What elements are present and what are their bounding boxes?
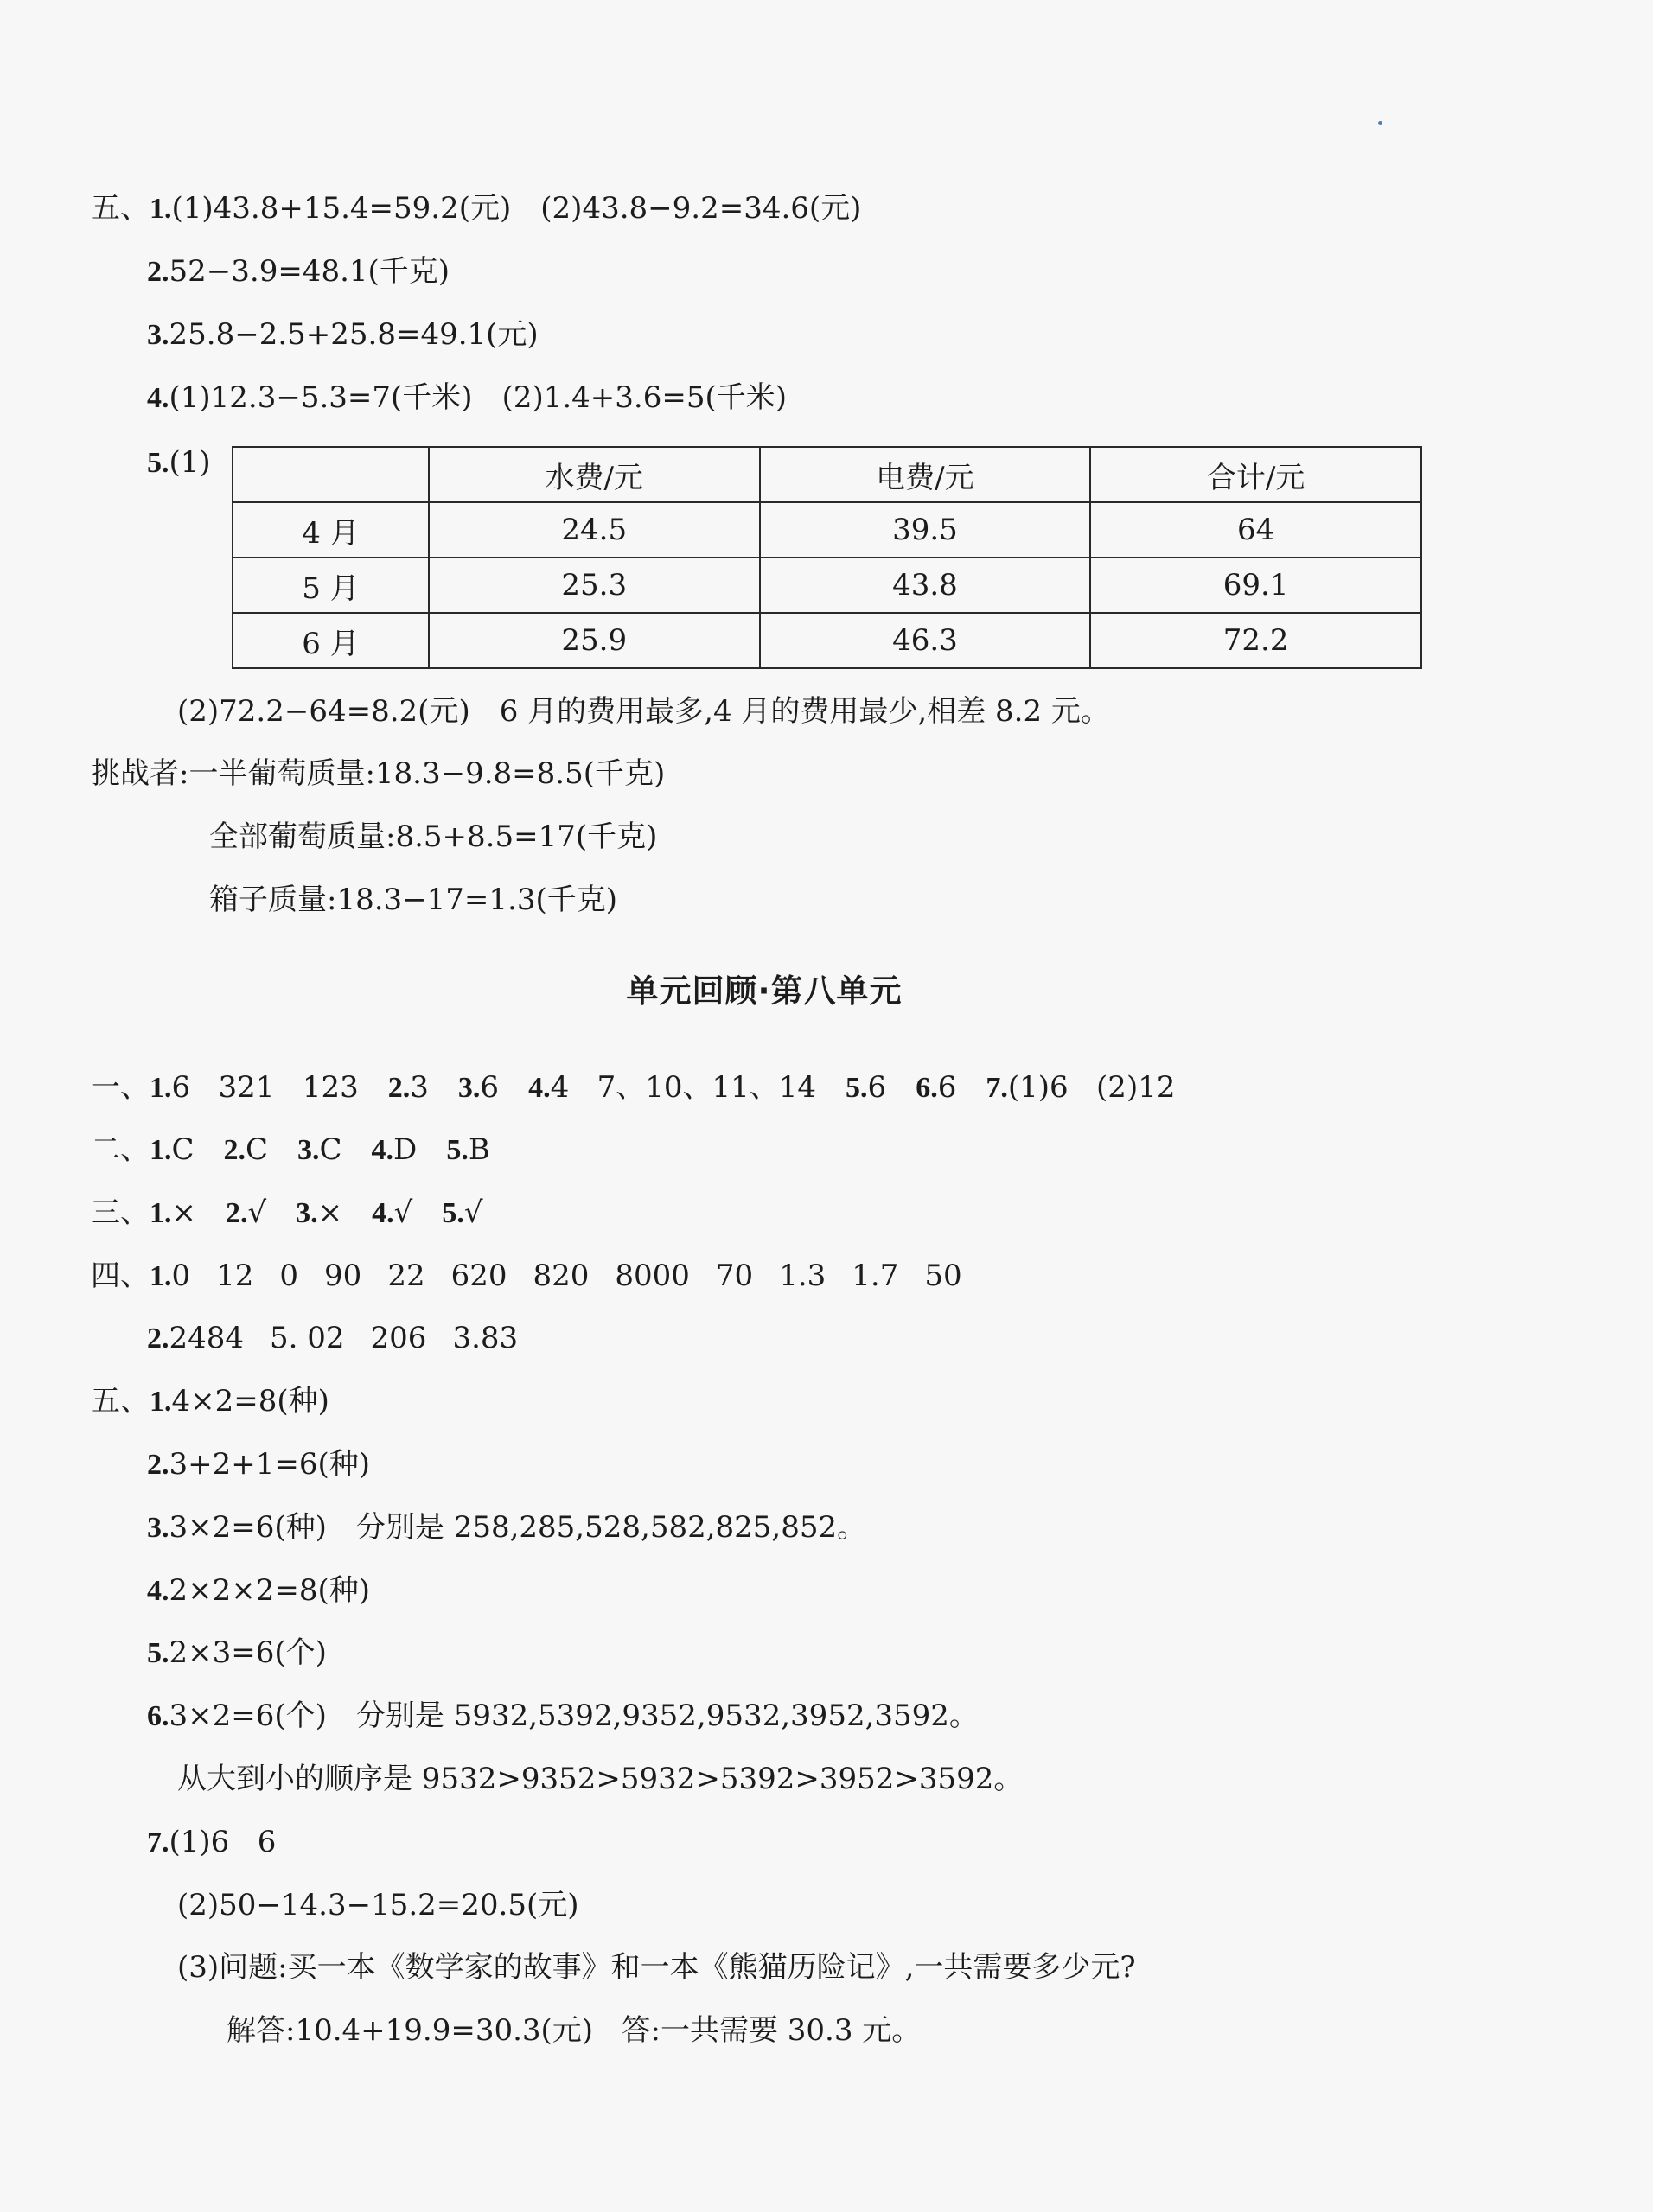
answer-part: 25.8−2.5+25.8=49.1(元) — [169, 317, 539, 352]
sec5-q3-line — [147, 315, 539, 355]
answer-part: 6 321 123 — [171, 1070, 359, 1105]
question-number: 2. — [226, 1197, 248, 1229]
part4-q2-line — [147, 1318, 518, 1359]
answer-part: √ — [247, 1195, 267, 1230]
answer-part: √ — [463, 1195, 483, 1230]
answer-part: (1)6 (2)12 — [1007, 1070, 1176, 1105]
question-number: 5. — [442, 1197, 464, 1229]
answer-part: C — [171, 1132, 195, 1167]
question-number: 4. — [528, 1072, 551, 1104]
answer-part: (3)问题:买一本《数学家的故事》和一本《熊猫历险记》,一共需要多少元? — [177, 1950, 1136, 1985]
question-number: 4. — [147, 1575, 169, 1607]
question-number: 3. — [457, 1072, 481, 1104]
challenge-label: 挑战者: — [91, 756, 189, 791]
sec5-q1-line — [91, 188, 861, 229]
question-number: 1. — [150, 1134, 172, 1166]
question-number: 2. — [147, 256, 169, 288]
table-cell: 6 月 — [233, 613, 429, 668]
question-number: 3. — [147, 1512, 169, 1544]
answer-part: × — [317, 1195, 343, 1230]
answer-part: 2×2×2=8(种) — [169, 1573, 371, 1608]
table-cell: 4 月 — [233, 502, 429, 558]
question-number: 4. — [147, 382, 169, 414]
answer-part: 4×2=8(种) — [171, 1384, 329, 1418]
answer-part: 6 月的费用最多,4 月的费用最少,相差 8.2 元。 — [499, 694, 1110, 729]
question-number: 1. — [150, 1197, 172, 1229]
answer-part: 6 — [867, 1070, 887, 1105]
fee-table — [232, 446, 1422, 669]
part5-q3-line — [147, 1508, 866, 1548]
part2-line — [91, 1130, 490, 1170]
answer-part: 4 7、10、11、14 — [550, 1070, 817, 1105]
section-prefix: 三、 — [91, 1195, 150, 1230]
question-number: 2. — [147, 1323, 169, 1355]
table-cell: 43.8 — [760, 558, 1091, 613]
question-number: 6. — [916, 1072, 938, 1104]
question-number: 7. — [147, 1826, 169, 1858]
sec5-q2-line — [147, 252, 450, 292]
question-number: 4. — [371, 1134, 394, 1166]
table-row — [233, 502, 1421, 558]
answer-part: 6 — [937, 1070, 957, 1105]
answer-value: 0 — [171, 1259, 191, 1293]
question-number: 3. — [297, 1134, 320, 1166]
table-header-cell: 合计/元 — [1090, 447, 1421, 502]
answer-part: 3+2+1=6(种) — [169, 1447, 371, 1482]
answer-part: (1)12.3−5.3=7(千米) — [169, 380, 473, 415]
answer-value: 90 — [324, 1259, 362, 1293]
sec5-q5-part2-line — [177, 692, 1110, 731]
answer-part: C — [319, 1132, 342, 1167]
question-number: 7. — [986, 1072, 1008, 1104]
question-number: 5. — [147, 1637, 169, 1669]
table-header-cell: 电费/元 — [760, 447, 1091, 502]
question-number: 5. — [147, 447, 169, 479]
table-header-row — [233, 447, 1421, 502]
question-number: 3. — [296, 1197, 318, 1229]
table-cell: 25.3 — [429, 558, 760, 613]
unit-heading: 单元回顾·第八单元 — [626, 972, 903, 1010]
table-cell: 69.1 — [1090, 558, 1421, 613]
answer-value: 1.3 — [779, 1259, 826, 1293]
section-prefix: 一、 — [91, 1070, 150, 1105]
answer-part: 从大到小的顺序是 9532>9352>5932>5392>3952>3592。 — [177, 1762, 1024, 1796]
blue-speck — [1378, 121, 1382, 125]
part5-q6-line — [147, 1696, 979, 1737]
answer-part: 6 — [480, 1070, 500, 1105]
answer-part: (1)6 6 — [169, 1825, 277, 1859]
part5-q7-line — [147, 1822, 276, 1863]
challenge-line-2 — [209, 817, 657, 857]
table-row — [233, 558, 1421, 613]
answer-part: (1) — [169, 445, 211, 480]
section-prefix: 五、 — [91, 1384, 150, 1418]
answer-part: D — [393, 1132, 418, 1167]
answer-part: B — [468, 1132, 490, 1167]
answer-part: (2)1.4+3.6=5(千米) — [501, 380, 788, 415]
answer-value: 50 — [924, 1259, 962, 1293]
answer-part: 全部葡萄质量:8.5+8.5=17(千克) — [209, 819, 658, 854]
answer-value: 5. 02 — [270, 1321, 345, 1355]
part5-q7-part2-line — [177, 1885, 579, 1925]
answer-part: 解答:10.4+19.9=30.3(元) 答:一共需要 30.3 元。 — [227, 2013, 922, 2048]
answer-value: 22 — [387, 1259, 425, 1293]
answer-value: 12 — [216, 1259, 254, 1293]
section-prefix: 二、 — [91, 1132, 150, 1167]
answer-part: (2)72.2−64=8.2(元) — [177, 694, 470, 729]
answer-part: 分别是 258,285,528,582,825,852。 — [355, 1510, 867, 1545]
answer-value: 206 — [370, 1321, 427, 1355]
sec5-q5-line — [147, 443, 211, 483]
question-number: 1. — [150, 1260, 172, 1292]
question-number: 6. — [147, 1700, 169, 1732]
part5-q6-order-line — [177, 1759, 1023, 1799]
part5-q5-line — [147, 1633, 327, 1673]
table-cell: 72.2 — [1090, 613, 1421, 668]
answer-value: 3.83 — [452, 1321, 519, 1355]
table-header-cell — [233, 447, 429, 502]
question-number: 5. — [446, 1134, 469, 1166]
part5-q7-answer-line — [227, 2011, 921, 2050]
question-number: 5. — [846, 1072, 868, 1104]
table-cell: 64 — [1090, 502, 1421, 558]
question-number: 3. — [147, 319, 169, 351]
answer-part: (2)50−14.3−15.2=20.5(元) — [177, 1888, 579, 1922]
answer-part: 一半葡萄质量:18.3−9.8=8.5(千克) — [188, 756, 666, 791]
table-cell: 46.3 — [760, 613, 1091, 668]
answer-part: 箱子质量:18.3−17=1.3(千克) — [209, 883, 617, 917]
answer-part: (1)43.8+15.4=59.2(元) — [171, 191, 512, 226]
answer-part: 分别是 5932,5392,9352,9532,3952,3592。 — [355, 1699, 979, 1733]
answer-value: 8000 — [615, 1259, 690, 1293]
question-number: 2. — [223, 1134, 246, 1166]
challenge-line-1 — [91, 754, 665, 794]
answer-value: 70 — [715, 1259, 754, 1293]
answer-value: 820 — [533, 1259, 590, 1293]
question-number: 1. — [150, 1386, 172, 1418]
answer-value: 2484 — [169, 1321, 245, 1355]
part5-q4-line — [147, 1571, 370, 1611]
part5-q2-line — [147, 1444, 370, 1485]
answer-part: 3×2=6(个) — [169, 1699, 327, 1733]
answer-value: 1.7 — [852, 1259, 899, 1293]
answer-part: √ — [393, 1195, 413, 1230]
answer-value: 0 — [279, 1259, 299, 1293]
question-number: 1. — [150, 1072, 172, 1104]
table-row — [233, 613, 1421, 668]
table-cell: 5 月 — [233, 558, 429, 613]
part3-line — [91, 1193, 483, 1233]
part1-line — [91, 1068, 1175, 1108]
answer-part: (2)43.8−9.2=34.6(元) — [540, 191, 862, 226]
question-number: 2. — [387, 1072, 411, 1104]
challenge-line-3 — [209, 880, 617, 920]
table-cell: 25.9 — [429, 613, 760, 668]
question-number: 4. — [372, 1197, 394, 1229]
question-number: 1. — [150, 193, 172, 225]
answer-part: 3×2=6(种) — [169, 1510, 327, 1545]
section-prefix: 五、 — [91, 191, 150, 226]
part4-q1-line — [91, 1256, 962, 1297]
answer-part: 52−3.9=48.1(千克) — [169, 254, 450, 289]
part5-q1-line — [91, 1381, 329, 1422]
section-prefix: 四、 — [91, 1259, 150, 1293]
answer-part: × — [171, 1195, 196, 1230]
answer-value: 620 — [450, 1259, 507, 1293]
part5-q7-part3-line — [177, 1947, 1136, 1987]
table-cell: 24.5 — [429, 502, 760, 558]
answer-part: 3 — [410, 1070, 429, 1105]
question-number: 2. — [147, 1449, 169, 1481]
answer-part: 2×3=6(个) — [169, 1635, 327, 1670]
answer-part: C — [246, 1132, 269, 1167]
table-header-cell: 水费/元 — [429, 447, 760, 502]
table-cell: 39.5 — [760, 502, 1091, 558]
sec5-q4-line — [147, 378, 787, 418]
